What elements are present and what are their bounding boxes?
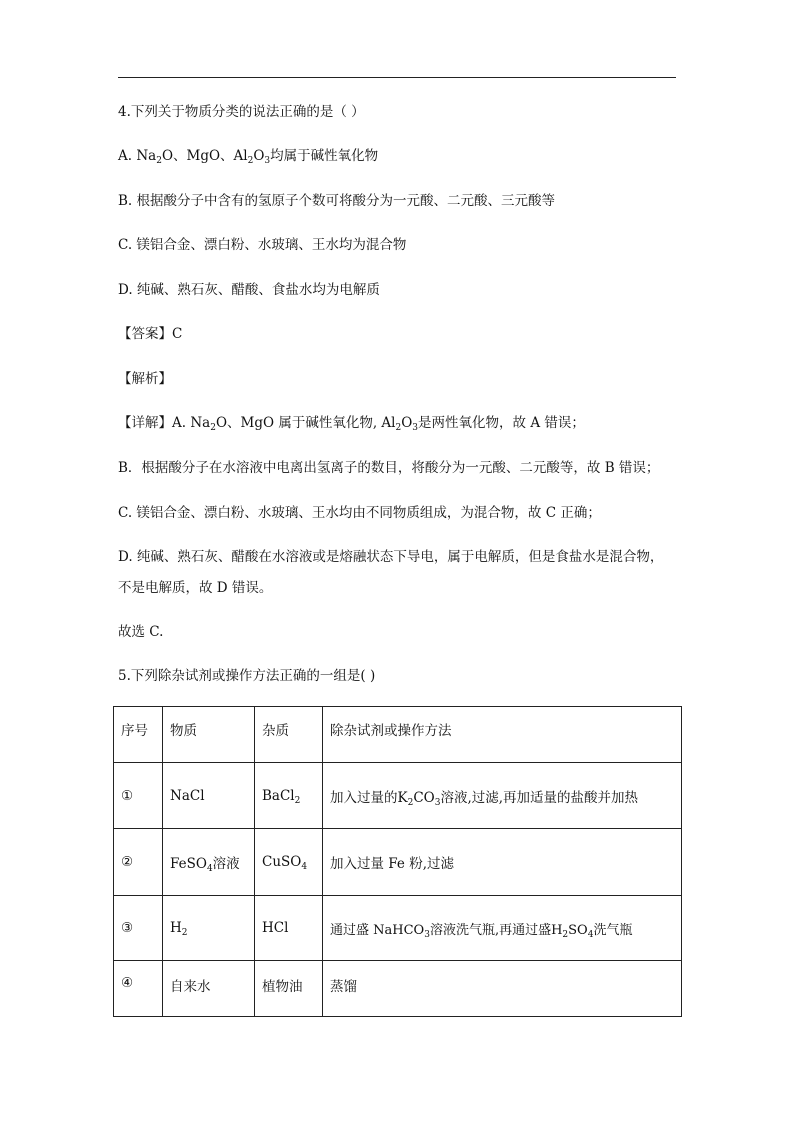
table-row bbox=[114, 961, 682, 1017]
row-method: 加入过量 Fe 粉,过滤 bbox=[323, 829, 682, 896]
q4-detail-c: C. 镁铝合金、漂白粉、水玻璃、王水均由不同物质组成，为混合物，故 C 正确； bbox=[118, 505, 601, 521]
row-substance: 自来水 bbox=[163, 961, 255, 1017]
row-method: 蒸馏 bbox=[323, 961, 682, 1017]
header-impurity: 杂质 bbox=[255, 707, 323, 763]
q4-option-d: D. 纯碱、熟石灰、醋酸、食盐水均为电解质 bbox=[118, 282, 380, 298]
table-row bbox=[114, 829, 682, 896]
row-impurity: CuSO$_4$ bbox=[255, 829, 323, 896]
header-method: 除杂试剂或操作方法 bbox=[323, 707, 682, 763]
q4-conclusion: 故选 C. bbox=[118, 624, 164, 640]
q4-option-c: C. 镁铝合金、漂白粉、水玻璃、王水均为混合物 bbox=[118, 237, 407, 253]
q4-analysis-heading: 【解析】 bbox=[118, 371, 172, 387]
q4-detail-a: 【详解】A. $Na_2O$、MgO 属于碱性氧化物, $Al_2O_3$是两性氧化物，故 A 错误； bbox=[118, 415, 585, 433]
q4-option-b: B. 根据酸分子中含有的氢原子个数可将酸分为一元酸、二元酸、三元酸等 bbox=[118, 193, 556, 209]
table-row bbox=[114, 896, 682, 961]
row-number: ④ bbox=[114, 961, 163, 1017]
row-number: ③ bbox=[114, 896, 163, 961]
q4-option-a: A. $Na_2O$、MgO、$Al_2O_3$均属于碱性氧化物 bbox=[118, 148, 379, 166]
table-header-row bbox=[114, 707, 682, 763]
row-impurity: BaCl$_2$ bbox=[255, 763, 323, 829]
row-method: 加入过量的$K_2CO_3$溶液,过滤,再加适量的盐酸并加热 bbox=[323, 763, 682, 829]
table-row bbox=[114, 763, 682, 829]
q5-stem: 5.下列除杂试剂或操作方法正确的一组是( ) bbox=[118, 668, 376, 684]
row-substance: FeSO$_4$溶液 bbox=[163, 829, 255, 896]
row-impurity: 植物油 bbox=[255, 961, 323, 1017]
header-substance: 物质 bbox=[163, 707, 255, 763]
q4-detail-b: B．根据酸分子在水溶液中电离出氢离子的数目，将酸分为一元酸、二元酸等，故 B 错误； bbox=[118, 460, 660, 476]
row-impurity: HCl bbox=[255, 896, 323, 961]
header-number: 序号 bbox=[114, 707, 163, 763]
q4-stem: 4.下列关于物质分类的说法正确的是（ ） bbox=[118, 104, 365, 120]
q4-detail-d-line2: 不是电解质，故 D 错误。 bbox=[118, 580, 273, 596]
header-rule bbox=[118, 77, 676, 78]
row-substance: $H_2$ bbox=[163, 896, 255, 961]
row-number: ① bbox=[114, 763, 163, 829]
row-number: ② bbox=[114, 829, 163, 896]
q4-detail-d-line1: D. 纯碱、熟石灰、醋酸在水溶液或是熔融状态下导电，属于电解质，但是食盐水是混合物， bbox=[118, 549, 664, 565]
row-method: 通过盛 NaHCO$_3$溶液洗气瓶,再通过盛$H_2SO_4$洗气瓶 bbox=[323, 896, 682, 961]
row-substance: NaCl bbox=[163, 763, 255, 829]
q4-answer: 【答案】C bbox=[118, 326, 183, 342]
q5-table bbox=[113, 706, 682, 1017]
